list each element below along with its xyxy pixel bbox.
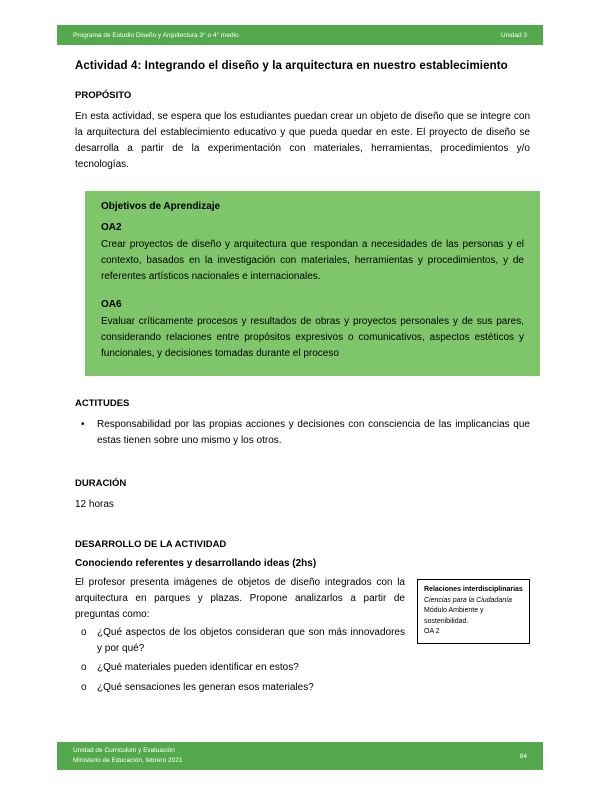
oa2-code: OA2 [101,222,122,233]
objectives-box [85,191,540,376]
interdisciplinary-box [417,579,530,644]
question-text: ¿Qué sensaciones les generan esos materiales? [97,681,314,693]
question-item [75,660,405,676]
oa2-text: Crear proyectos de diseño y arquitectura que respondan a necesidades de las personas y el contexto, basados en la investigación con materiales, herramientas y procedimientos, y de referentes artísticos nacionales e internacionales. [101,239,524,282]
footer-credits [73,746,182,766]
header-program-title: Programa de Estudio Diseño y Arquitectura 3° o 4° medio [73,31,239,39]
oa6-code: OA6 [101,299,122,310]
circle-marker-icon: o [81,662,87,673]
interdisciplinary-module: Módulo Ambiente y sostenibilidad. [424,607,484,625]
header-unit-label: Unidad 3 [500,31,527,39]
oa6-text: Evaluar críticamente procesos y resultados de obras y proyectos personales y de sus pares, considerando relaciones entre propósitos expresivos o comunicativos, aspectos estéticos y funcionales, y decisiones tomadas durante el proceso [101,316,524,359]
question-item [75,680,405,696]
footer-bar [57,742,543,770]
spacer [75,376,530,398]
actitudes-text: Responsabilidad por las propias acciones y decisiones con consciencia de las implicancias que estas tienen sobre uno mismo y los otros. [97,419,530,446]
actitudes-bullet [75,417,530,448]
desarrollo-intro: El profesor presenta imágenes de objetos de diseño integrados con la arquitectura en parques y plazas. Propone analizarlos a partir de preguntas como: [75,577,405,620]
interdisciplinary-oa: OA 2 [424,628,440,635]
question-text: ¿Qué aspectos de los objetos consideran que son más innovadores y por qué? [97,627,405,654]
desarrollo-row [75,575,530,699]
duracion-heading: DURACIÓN [75,478,127,489]
footer-line1: Unidad de Currículum y Evaluación [73,747,175,755]
proposito-heading: PROPÓSITO [75,90,132,101]
page-number: 84 [519,752,527,760]
circle-marker-icon: o [81,627,87,638]
interdisciplinary-subject: Ciencias para la Ciudadanía [424,596,512,604]
interdisciplinary-title: Relaciones interdisciplinarias [424,586,523,593]
proposito-text: En esta actividad, se espera que los estudiantes puedan crear un objeto de diseño que se integre con la arquitectura del establecimiento educativo y que pueda quedar en este. El proyecto de diseño se desarrolla a partir de la experimentación con materiales, herramientas, procedimientos y/o tecnologías. [75,111,530,170]
bullet-icon: • [81,419,85,430]
desarrollo-heading: DESARROLLO DE LA ACTIVIDAD [75,539,227,550]
page-content [75,60,530,699]
spacer [75,452,530,478]
activity-title: Actividad 4: Integrando el diseño y la arquitectura en nuestro establecimiento [75,60,508,72]
footer-line2: Ministerio de Educación, febrero 2021 [73,757,183,764]
spacer [75,513,530,539]
question-text: ¿Qué materiales pueden identificar en estos? [97,662,299,673]
question-item [75,625,405,656]
actitudes-heading: ACTITUDES [75,398,130,409]
circle-marker-icon: o [81,681,87,693]
objectives-box-title: Objetivos de Aprendizaje [101,201,221,212]
desarrollo-subheading: Conociendo referentes y desarrollando ideas (2hs) [75,558,317,569]
desarrollo-left-column [75,575,405,699]
questions-list [75,625,405,695]
header-bar [57,25,543,45]
duracion-text: 12 horas [75,499,114,510]
